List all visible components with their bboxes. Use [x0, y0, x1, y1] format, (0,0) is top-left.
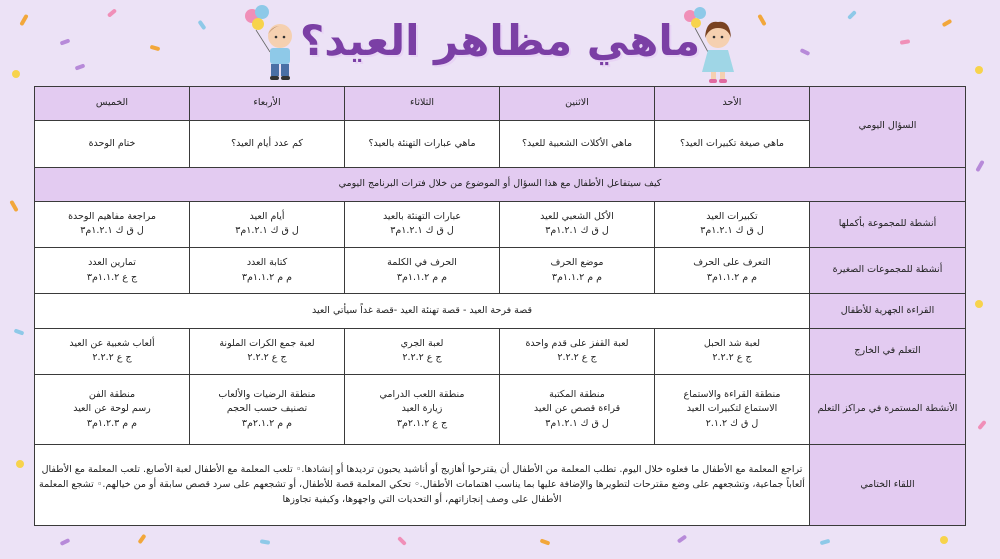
small-group-row	[35, 248, 966, 294]
page-title: ماهي مظاهر العيد؟	[299, 16, 701, 65]
closing-meeting-text: تراجع المعلمة مع الأطفال ما فعلوه خلال اليوم. تطلب المعلمة من الأطفال أن يقترحوا أهازيج أو أناشيد يحبون ترديدها أو إنشادها.◦ تلعب المعلمة مع الأطفال لعبة الأصابع. تلعب المعلمة مع الأطفال ألعاباً جماعية، وتشجعهم على وضع مقترحات لتطويرها والإضافة عليها بما يناسب اهتمامات الأطفال.◦ تحكي المعلمة قصة للأطفال، أو تشجعهم على سرد قصص سابقة أو من خيالهم.◦ تشجع المعلمة الأطفال على وصف إنجازاتهم، أو التحديات التي واجهوها، وكيفية تجاوزها	[35, 445, 810, 526]
read-aloud-stories: قصة فرحة العيد - قصة تهنئة العيد -قصة غداً سيأتي العيد	[35, 294, 810, 328]
center-cell: منطقة الفن رسم لوحة عن العيد م م ١.٢.٣م٣	[35, 374, 190, 444]
centers-row	[35, 374, 966, 444]
center-cell: منطقة اللعب الدرامي زيارة العيد ج ع ٢.١.٢م٣	[345, 374, 500, 444]
closing-label: اللقاء الختامي	[810, 445, 966, 526]
outdoor-cell: لعبة جمع الكرات الملونة ج ع ٢.٢.٢	[190, 328, 345, 374]
whole-group-cell: الأكل الشعبي للعيد ل ق ك ١.٢.١م٣	[500, 201, 655, 247]
read-aloud-label: القراءة الجهرية للأطفال	[810, 294, 966, 328]
small-group-cell: التعرف على الحرف م م ١.١.٢م٣	[655, 248, 810, 294]
small-group-cell: الحرف في الكلمة م م ١.١.٢م٣	[345, 248, 500, 294]
daily-question-sunday: ماهي صيغة تكبيرات العيد؟	[655, 121, 810, 167]
outdoor-label: التعلم في الخارج	[810, 328, 966, 374]
daily-question-monday: ماهي الأكلات الشعبية للعيد؟	[500, 121, 655, 167]
whole-group-label: أنشطة للمجموعة بأكملها	[810, 201, 966, 247]
closing-row	[35, 445, 966, 526]
day-header-wednesday: الأربعاء	[190, 87, 345, 121]
outdoor-cell: ألعاب شعبية عن العيد ج ع ٢.٢.٢	[35, 328, 190, 374]
center-cell: منطقة المكتبة قراءة قصص عن العيد ل ق ك ١.٢.١م٣	[500, 374, 655, 444]
read-aloud-row	[35, 294, 966, 328]
center-cell: منطقة الرضيات والألعاب تصنيف حسب الحجم م م ٢.١.٢م٣	[190, 374, 345, 444]
day-header-tuesday: الثلاثاء	[345, 87, 500, 121]
whole-group-cell: مراجعة مفاهيم الوحدة ل ق ك ١.٢.١م٣	[35, 201, 190, 247]
interaction-note: كيف سيتفاعل الأطفال مع هذا السؤال أو الموضوع من خلال فترات البرنامج اليومي	[35, 167, 966, 201]
small-group-cell: موضع الحرف م م ١.١.٢م٣	[500, 248, 655, 294]
center-cell: منطقة القراءة والاستماع الاستماع لتكبيرات العيد ل ق ك ٢.١.٢	[655, 374, 810, 444]
daily-question-label: السؤال اليومي	[810, 87, 966, 168]
interaction-note-row	[35, 167, 966, 201]
outdoor-cell: لعبة الجري ج ع ٢.٢.٢	[345, 328, 500, 374]
outdoor-cell: لعبة القفز على قدم واحدة ج ع ٢.٢.٢	[500, 328, 655, 374]
outdoor-cell: لعبة شد الحبل ج ع ٢.٢.٢	[655, 328, 810, 374]
small-group-cell: كتابة العدد م م ١.١.٢م٣	[190, 248, 345, 294]
centers-label: الأنشطة المستمرة في مراكز التعلم	[810, 374, 966, 444]
whole-group-cell: أيام العيد ل ق ك ١.٢.١م٣	[190, 201, 345, 247]
daily-question-wednesday: كم عدد أيام العيد؟	[190, 121, 345, 167]
weekly-plan-table	[34, 86, 966, 526]
daily-question-tuesday: ماهي عبارات التهنئة بالعيد؟	[345, 121, 500, 167]
day-header-thursday: الخميس	[35, 87, 190, 121]
small-group-cell: تمارين العدد ج ع ١.١.٢م٣	[35, 248, 190, 294]
day-header-sunday: الأحد	[655, 87, 810, 121]
daily-question-thursday: ختام الوحدة	[35, 121, 190, 167]
whole-group-row	[35, 201, 966, 247]
whole-group-cell: عبارات التهنئة بالعيد ل ق ك ١.٢.١م٣	[345, 201, 500, 247]
daily-question-row	[35, 87, 966, 121]
outdoor-row	[35, 328, 966, 374]
day-header-monday: الاثنين	[500, 87, 655, 121]
whole-group-cell: تكبيرات العيد ل ق ك ١.٢.١م٣	[655, 201, 810, 247]
small-group-label: أنشطة للمجموعات الصغيرة	[810, 248, 966, 294]
